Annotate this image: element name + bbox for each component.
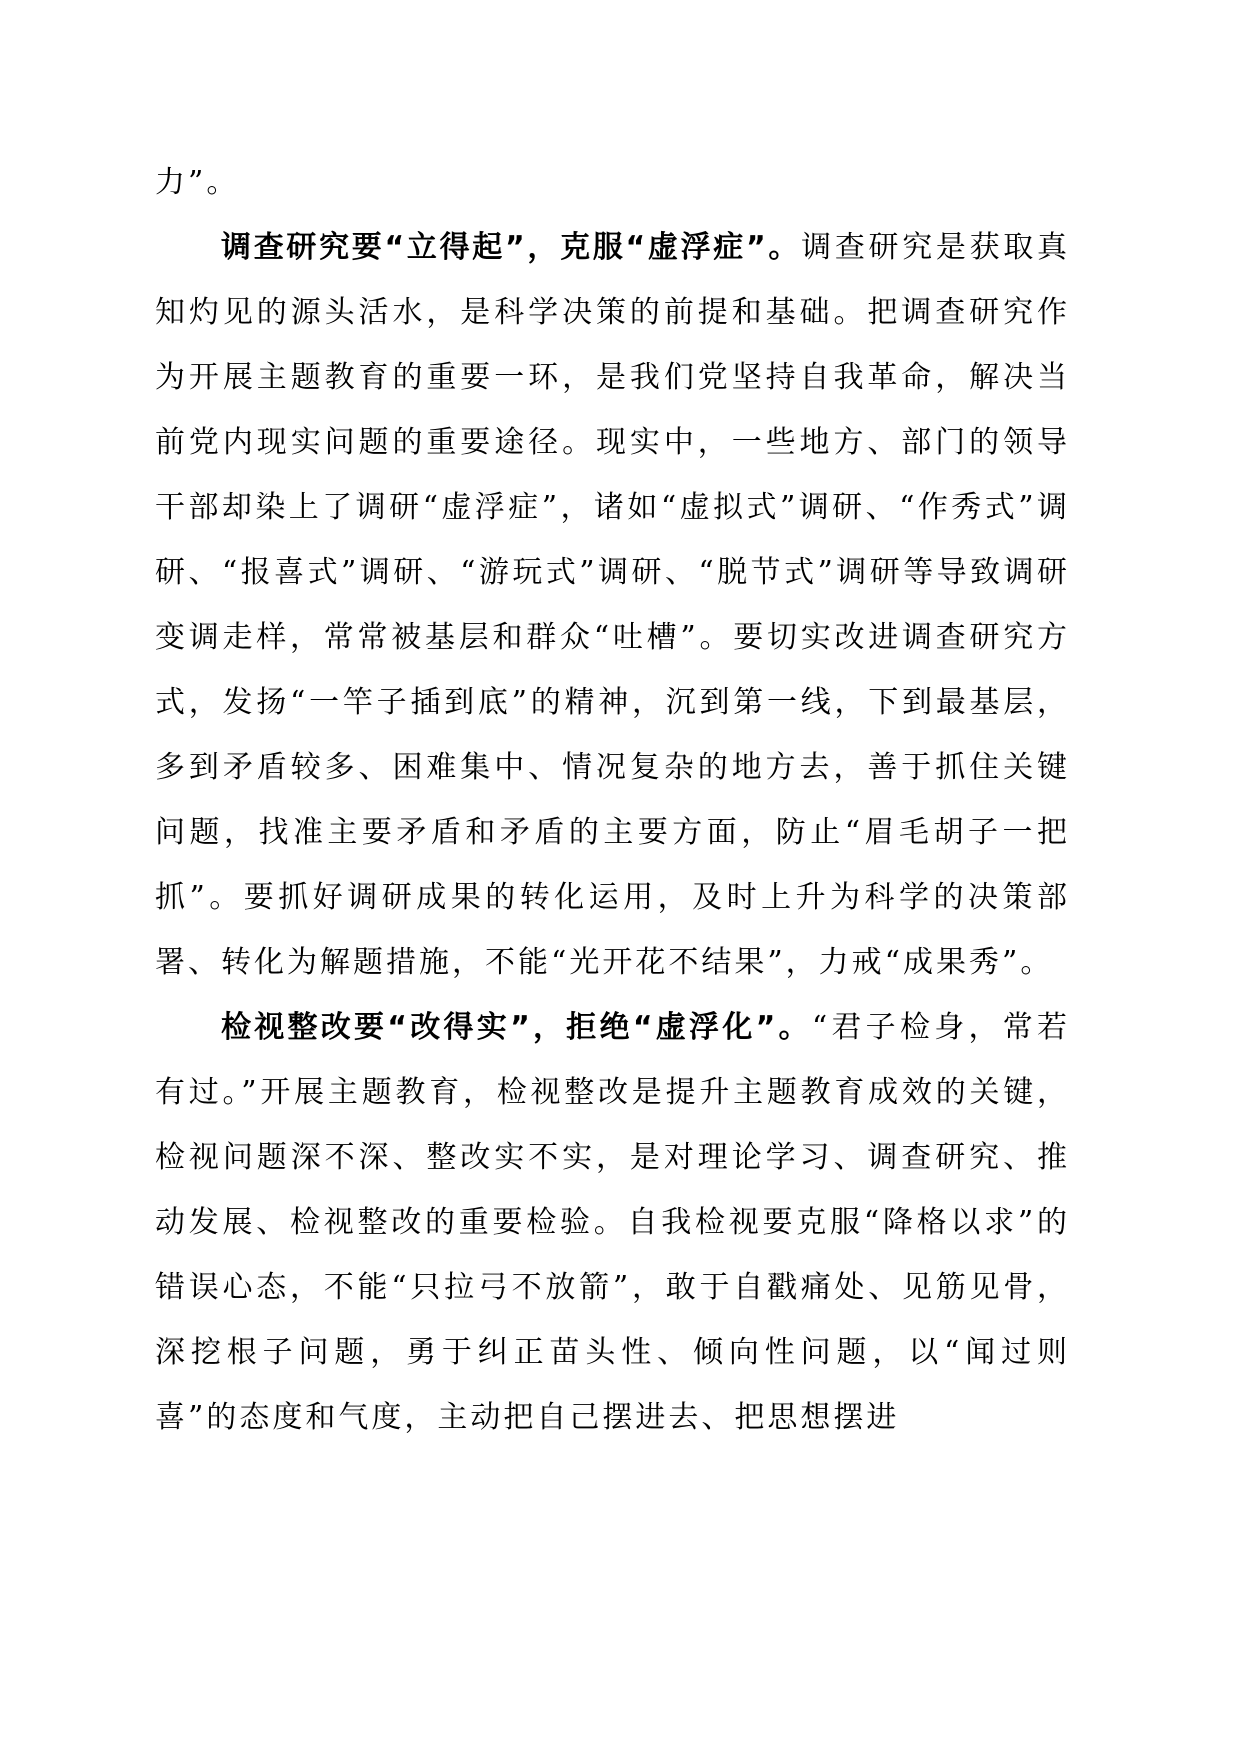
paragraph-body-investigation: 调查研究是获取真知灼见的源头活水，是科学决策的前提和基础。把调查研究作为开展主题教育的重要一环，是我们党坚持自我革命，解决当前党内现实问题的重要途径。现实中，一些地方、部门的领导干部却染上了调研“虚浮症”，诸如“虚拟式”调研、“作秀式”调研、“报喜式”调研、“游玩式”调研、“脱节式”调研等导致调研变调走样，常常被基层和群众“吐槽”。要切实改进调查研究方式，发扬“一竿子插到底”的精神，沉到第一线，下到最基层，多到矛盾较多、困难集中、情况复杂的地方去，善于抓住关键问题，找准主要矛盾和矛盾的主要方面，防止“眉毛胡子一把抓”。要抓好调研成果的转化运用，及时上升为科学的决策部署、转化为解题措施，不能“光开花不结果”，力戒“成果秀”。 bbox=[155, 230, 1071, 980]
document-body bbox=[155, 150, 1070, 1450]
paragraph-body-rectification: “君子检身，常若有过。”开展主题教育，检视整改是提升主题教育成效的关键，检视问题深不深、整改实不实，是对理论学习、调查研究、推动发展、检视整改的重要检验。自我检视要克服“降格以求”的错误心态，不能“只拉弓不放箭”，敢于自戳痛处、见筋见骨，深挖根子问题，勇于纠正苗头性、倾向性问题，以“闻过则喜”的态度和气度，主动把自己摆进去、把思想摆进 bbox=[155, 1010, 1070, 1435]
section-heading-rectification: 检视整改要“改得实”，拒绝“虚浮化”。 bbox=[221, 1010, 812, 1045]
continued-paragraph-fragment: 力”。 bbox=[155, 165, 240, 200]
paragraph-investigation bbox=[155, 215, 1070, 995]
section-heading-investigation: 调查研究要“立得起”，克服“虚浮症”。 bbox=[221, 230, 802, 265]
paragraph-rectification bbox=[155, 995, 1070, 1450]
